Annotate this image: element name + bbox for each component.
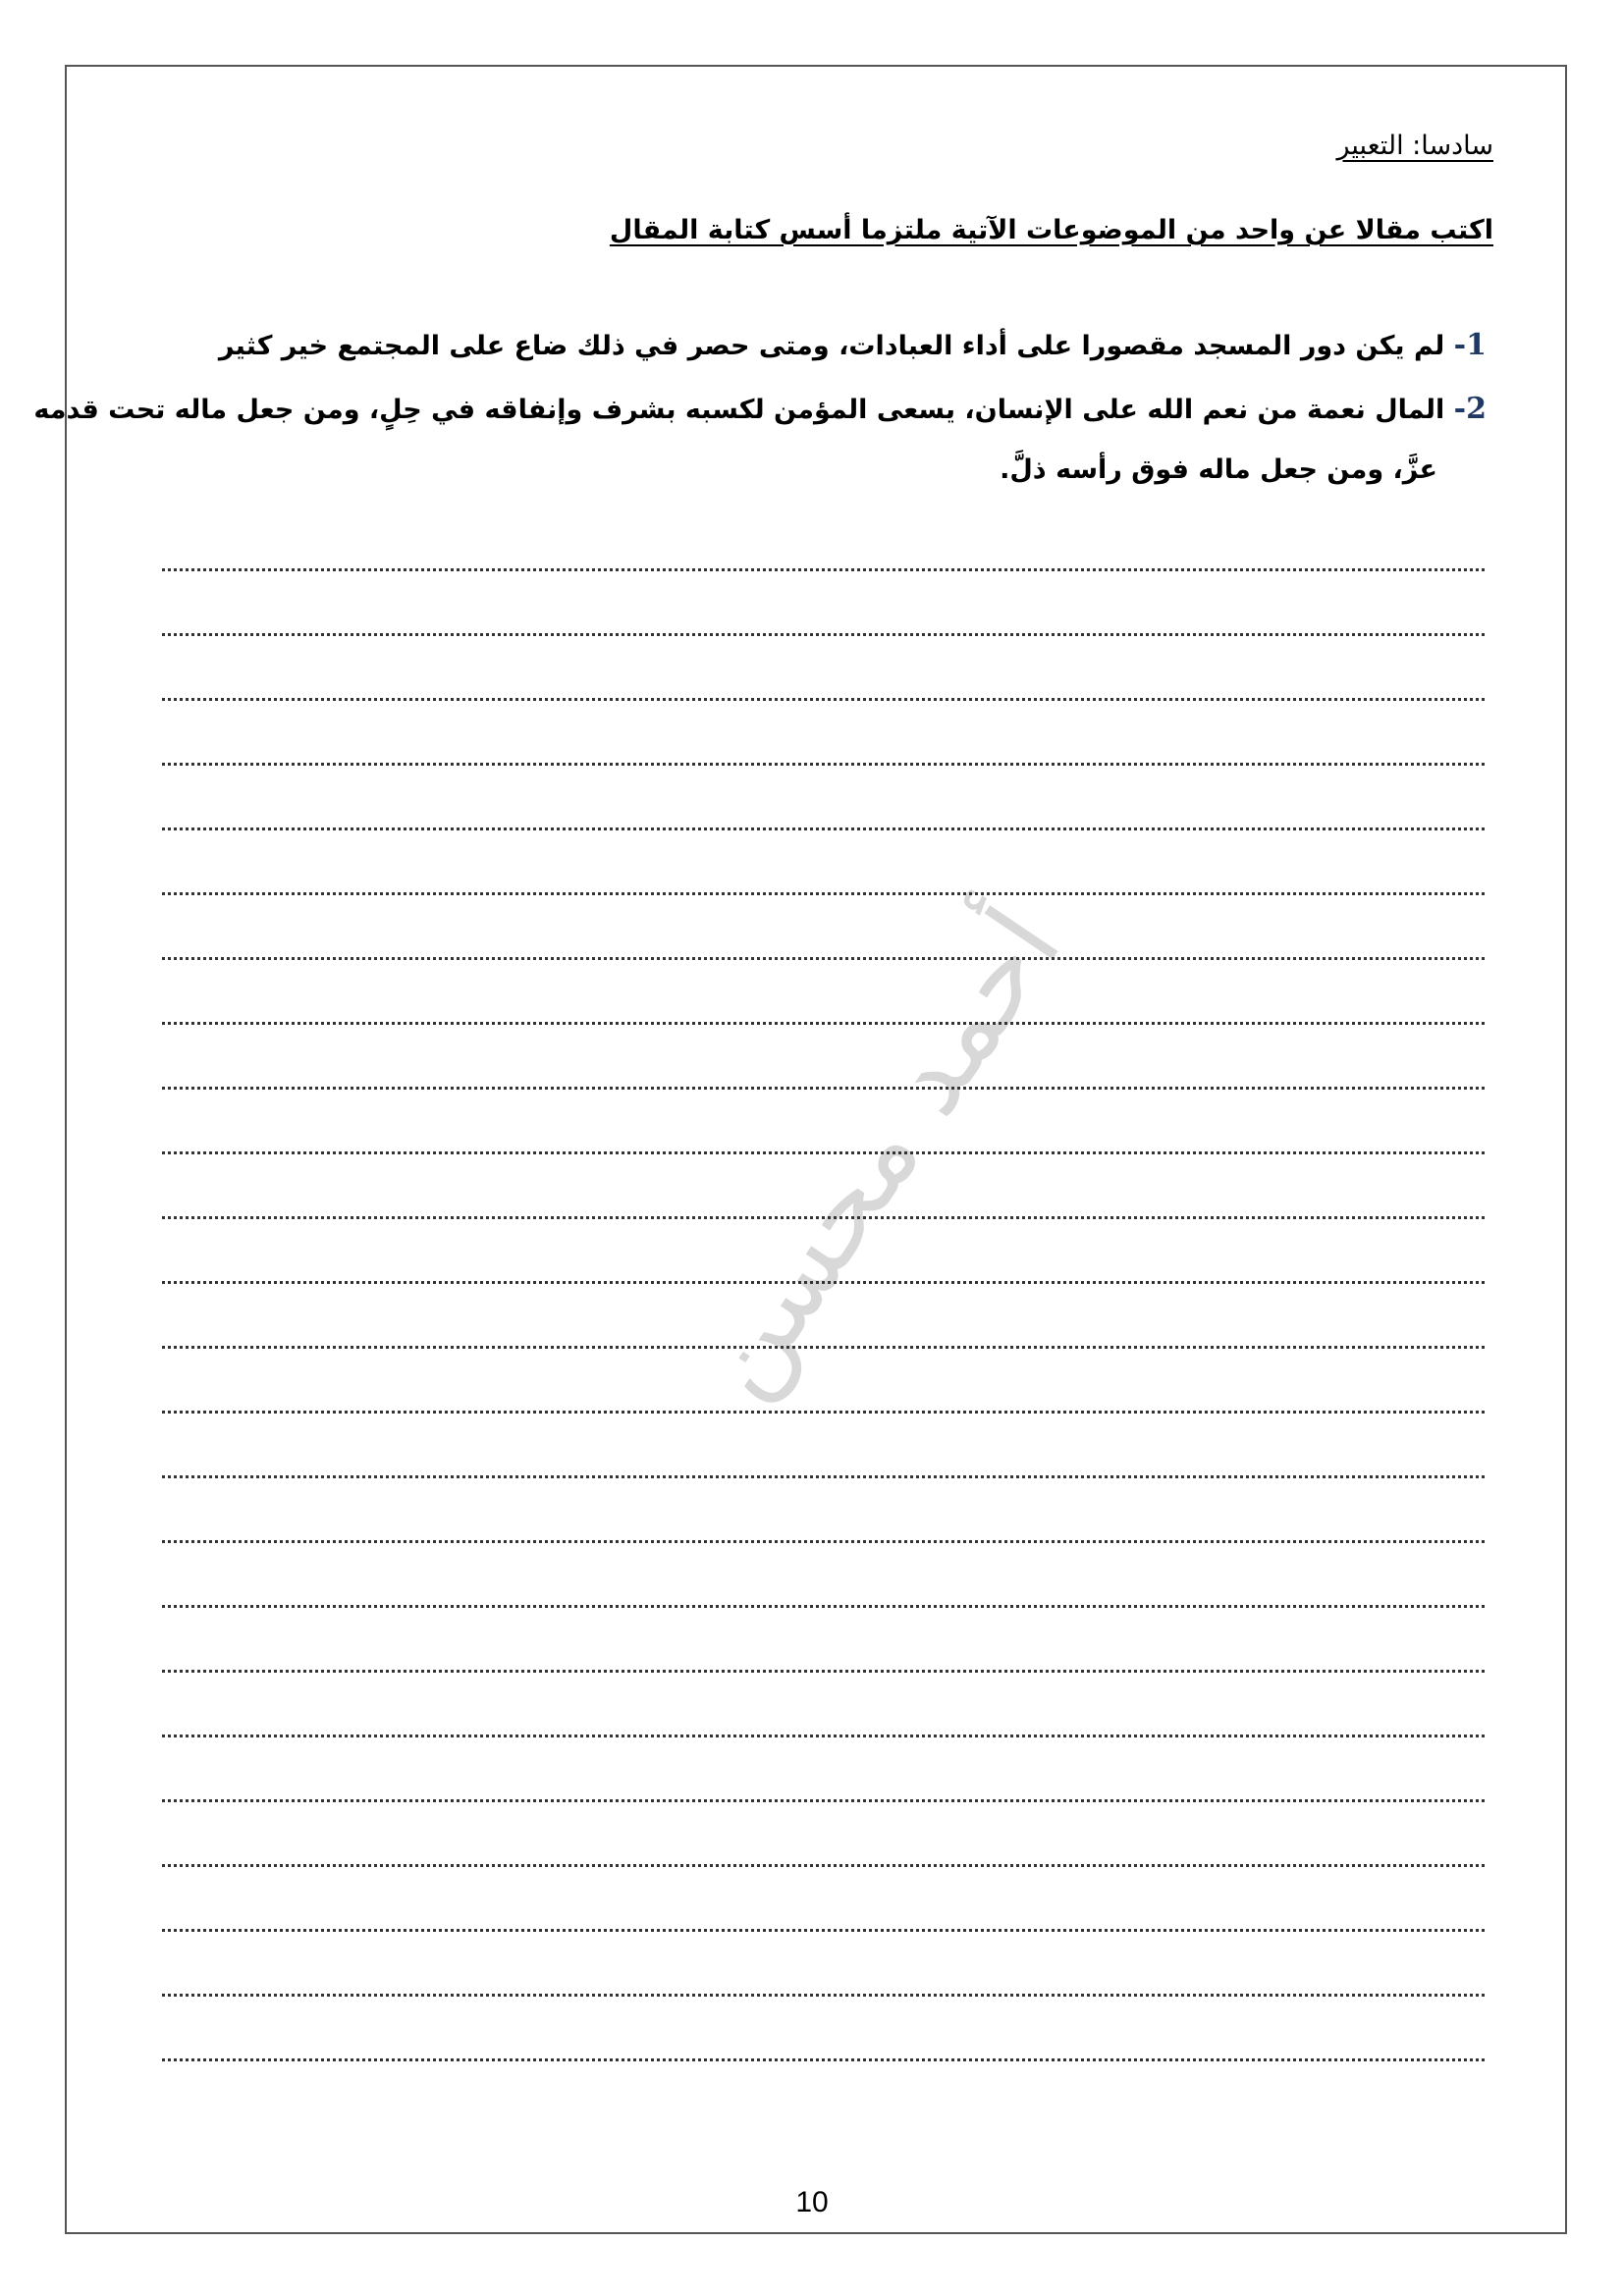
topic-2-text: المال نعمة من نعم الله على الإنسان، يسعى المؤمن لكسبه بشرف وإنفاقه في حِلٍ، ومن جعل ماله تحت قدمه	[33, 395, 1445, 425]
writing-line[interactable]	[162, 988, 1485, 1052]
topic-1	[219, 328, 1487, 362]
writing-area[interactable]	[162, 534, 1485, 2089]
writing-line[interactable]	[162, 1311, 1485, 1376]
topic-2-number: 2-	[1453, 392, 1487, 426]
writing-line[interactable]	[162, 1959, 1485, 2024]
topic-2	[33, 392, 1487, 426]
writing-line[interactable]	[162, 858, 1485, 923]
writing-line[interactable]	[162, 664, 1485, 728]
writing-line[interactable]	[162, 599, 1485, 664]
writing-line[interactable]	[162, 1765, 1485, 1830]
writing-line[interactable]	[162, 793, 1485, 858]
writing-line[interactable]	[162, 2024, 1485, 2089]
writing-line[interactable]	[162, 1441, 1485, 1506]
instruction-text: اكتب مقالا عن واحد من الموضوعات الآتية ملتزما أسس كتابة المقال	[609, 215, 1493, 245]
writing-line[interactable]	[162, 1700, 1485, 1765]
writing-line[interactable]	[162, 1182, 1485, 1247]
writing-line[interactable]	[162, 1506, 1485, 1571]
writing-line[interactable]	[162, 1117, 1485, 1182]
topic-1-text: لم يكن دور المسجد مقصورا على أداء العبادات، ومتى حصر في ذلك ضاع على المجتمع خير كثير	[218, 331, 1445, 361]
writing-line[interactable]	[162, 534, 1485, 599]
topic-2-continuation: عزَّ، ومن جعل ماله فوق رأسه ذلَّ.	[1000, 454, 1437, 485]
writing-line[interactable]	[162, 1635, 1485, 1700]
writing-line[interactable]	[162, 1376, 1485, 1441]
writing-line[interactable]	[162, 923, 1485, 988]
writing-line[interactable]	[162, 728, 1485, 793]
writing-line[interactable]	[162, 1247, 1485, 1311]
writing-line[interactable]	[162, 1052, 1485, 1117]
writing-line[interactable]	[162, 1571, 1485, 1635]
page-number: 10	[795, 2186, 829, 2218]
writing-line[interactable]	[162, 1895, 1485, 1959]
watermark-signature: أحمد محسن	[669, 886, 1085, 1418]
section-heading: سادسا: التعبير	[1336, 131, 1493, 161]
topic-1-number: 1-	[1453, 328, 1487, 362]
writing-line[interactable]	[162, 1830, 1485, 1895]
